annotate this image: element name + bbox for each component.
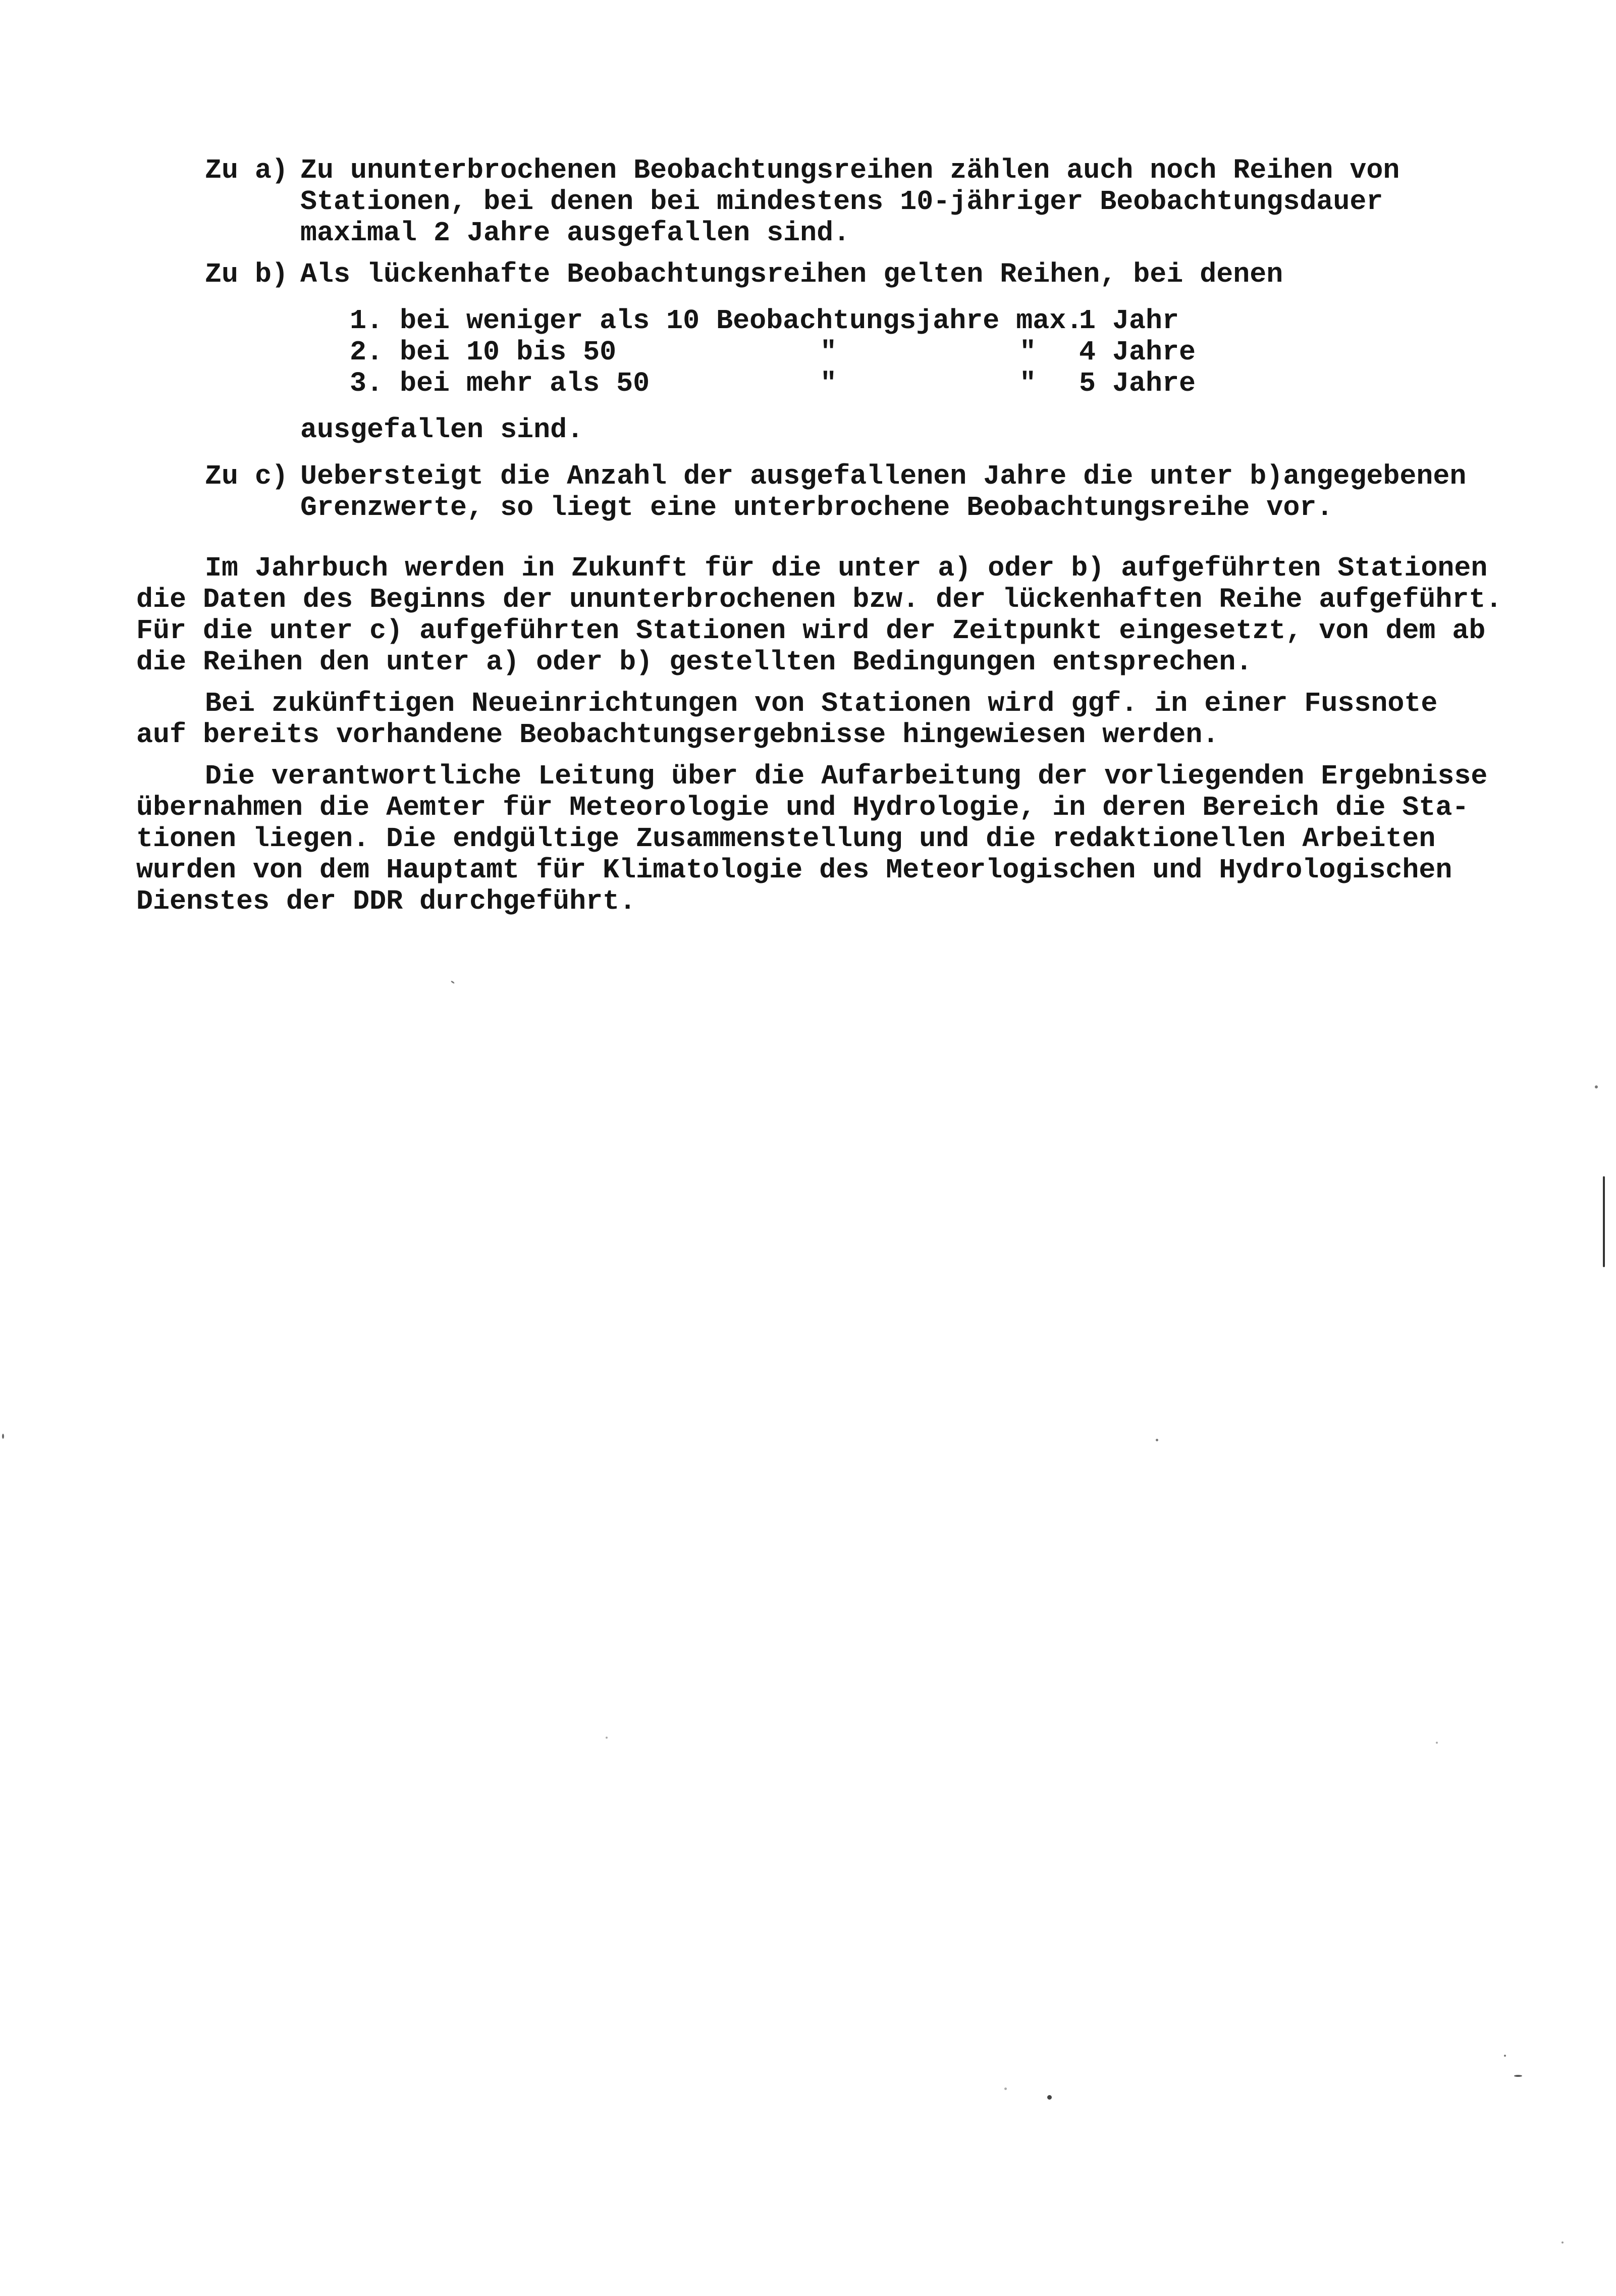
criteria-value: 1 Jahr [1079,305,1179,337]
paragraph-line: Bei zukünftigen Neueinrichtungen von Stationen wird ggf. in einer Fussnote [205,688,1438,719]
section-a-line-1: Zu ununterbrochenen Beobachtungsreihen zählen auch noch Reihen von [300,154,1400,186]
scan-speck [1156,1439,1158,1441]
paragraph-line: Für die unter c) aufgeführten Stationen wird der Zeitpunkt eingesetzt, von dem ab [136,615,1486,647]
scan-speck [2,1434,4,1439]
scan-speck [1004,2088,1007,2090]
paragraph-line: Die verantwortliche Leitung über die Aufarbeitung der vorliegenden Ergebnisse [205,760,1488,792]
criteria-condition: 1. bei weniger als 10 Beobachtungsjahre max. [350,305,1083,337]
section-c-label: Zu c) [205,460,289,492]
paragraph-line: die Reihen den unter a) oder b) gestellten Bedingungen entsprechen. [136,646,1253,678]
paragraph-line: die Daten des Beginns der ununterbrochenen bzw. der lückenhaften Reihe aufgeführt. [136,584,1502,615]
scan-speck [606,1737,608,1739]
section-c-line-2: Grenzwerte, so liegt eine unterbrochene Beobachtungsreihe vor. [300,492,1333,524]
section-b-outro: ausgefallen sind. [300,414,584,446]
scan-speck [1047,2095,1052,2100]
section-a-label: Zu a) [205,154,289,186]
paragraph-line: Im Jahrbuch werden in Zukunft für die unter a) oder b) aufgeführten Stationen [205,552,1488,584]
section-b-intro: Als lückenhafte Beobachtungsreihen gelten Reihen, bei denen [300,258,1283,290]
criteria-condition: 2. bei 10 bis 50 [350,336,617,368]
paragraph-line: übernahmen die Aemter für Meteorologie und Hydrologie, in deren Bereich die Sta- [136,792,1469,823]
scan-edge-mark [1603,1176,1605,1267]
scan-speck [1561,2241,1564,2243]
scan-speck [1436,1742,1438,1744]
scan-speck [1504,2055,1506,2057]
ditto-mark: " [1019,368,1037,399]
ditto-mark: " [820,336,837,368]
paragraph-line: auf bereits vorhandene Beobachtungsergebnisse hingewiesen werden. [136,719,1219,751]
paragraph-line: tionen liegen. Die endgültige Zusammenstellung und die redaktionellen Arbeiten [136,823,1436,855]
paragraph-line: Dienstes der DDR durchgeführt. [136,885,636,917]
scan-speck [1595,1085,1598,1088]
criteria-condition: 3. bei mehr als 50 [350,368,650,399]
section-b-label: Zu b) [205,258,289,290]
section-a-line-3: maximal 2 Jahre ausgefallen sind. [300,217,850,249]
section-c-line-1: Uebersteigt die Anzahl der ausgefallenen Jahre die unter b)angegebenen [300,460,1467,492]
criteria-value: 5 Jahre [1079,368,1196,399]
section-a-line-2: Stationen, bei denen bei mindestens 10-jähriger Beobachtungsdauer [300,186,1383,218]
paragraph-line: wurden von dem Hauptamt für Klimatologie des Meteorlogischen und Hydrologischen [136,854,1452,886]
ditto-mark: " [1019,336,1037,368]
scan-speck [451,980,455,984]
scan-speck [1514,2075,1522,2077]
ditto-mark: " [820,368,837,399]
criteria-value: 4 Jahre [1079,336,1196,368]
